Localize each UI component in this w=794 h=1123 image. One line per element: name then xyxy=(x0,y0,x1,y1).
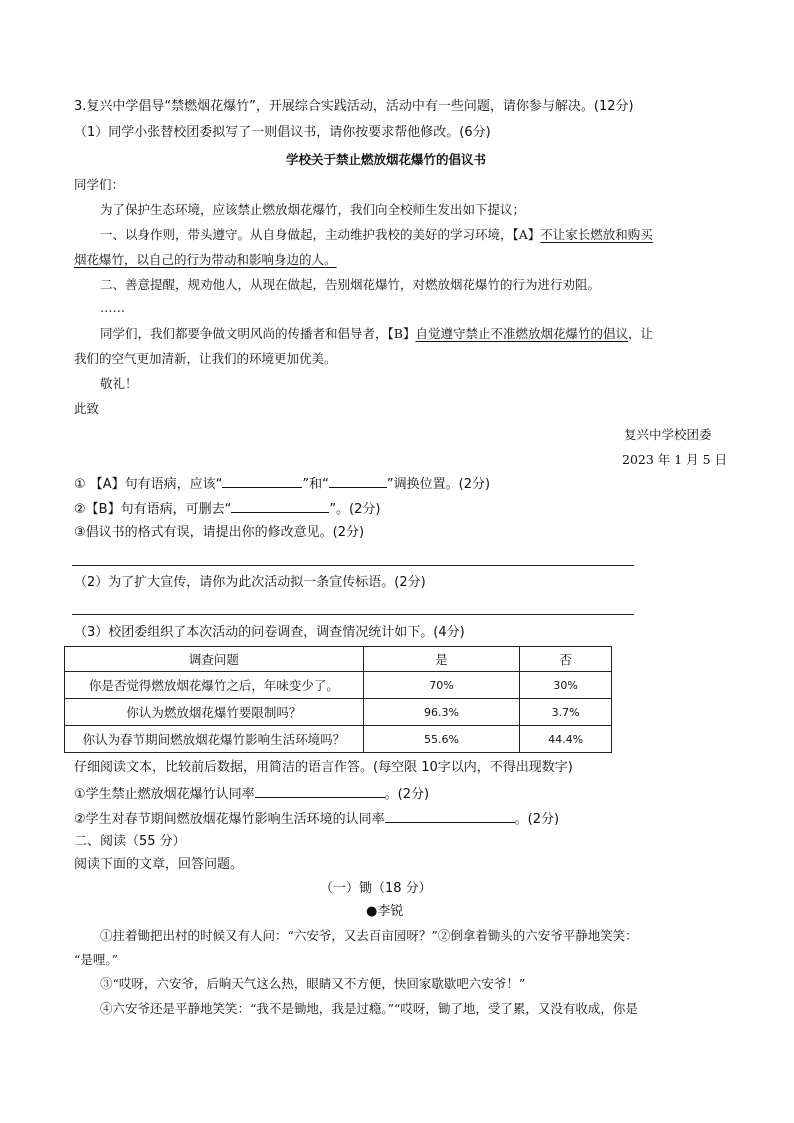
sentence-b-underlined: 自觉遵守禁止不准燃放烟花爆竹的倡议 xyxy=(415,326,628,341)
question-3-part-2: （2）为了扩大宣传，请你为此次活动拟一条宣传标语。(2分) xyxy=(74,575,426,590)
sentence-a-underlined: 不让家长燃放和购买 xyxy=(540,227,653,242)
letter-paragraph-4-tail: ，让 xyxy=(627,326,653,341)
table-cell-question: 你是否觉得燃放烟花爆竹之后，年味变少了。 xyxy=(65,672,364,699)
slogan-answer-line[interactable] xyxy=(72,614,634,615)
item-1 xyxy=(74,474,490,494)
letter-paragraph-4-continued: 我们的空气更加清新，让我们的环境更加优美。 xyxy=(74,351,337,366)
article-paragraph-1-continued: “是哩。” xyxy=(74,952,119,967)
sub-item-1-text: ①学生禁止燃放烟花爆竹认同率 xyxy=(74,787,255,802)
marker-a: 【A】 xyxy=(512,227,541,242)
table-instruction: 仔细阅读文本，比较前后数据，用简洁的语言作答。(每空限 10字以内，不得出现数字) xyxy=(74,760,573,775)
header-no: 否 xyxy=(520,647,612,672)
letter-signer: 复兴中学校团委 xyxy=(624,427,712,442)
article-paragraph-3: ④六安爷还是平静地笑笑：“我不是锄地，我是过瘾。”“哎呀，锄了地，受了累，又没有收成，你是 xyxy=(100,1001,638,1016)
item-2-text: ②【B】句有语病，可删去“ xyxy=(74,502,232,517)
article-title: （一）锄（18 分） xyxy=(320,881,432,896)
letter-paragraph-2-continued xyxy=(74,251,337,269)
letter-paragraph-2 xyxy=(100,226,653,244)
sub-item-2-blank[interactable] xyxy=(385,809,515,823)
table-row xyxy=(65,699,612,726)
letter-paragraph-2-text: 一、以身作则，带头遵守。从自身做起，主动维护我校的美好的学习环境， xyxy=(100,227,513,242)
article-paragraph-1: ①拄着锄把出村的时候又有人问：“六安爷，又去百亩园呀？”②倒拿着锄头的六安爷平静地笑笑： xyxy=(100,928,638,943)
table-cell-question: 你认为春节期间燃放烟花爆竹影响生活环境吗？ xyxy=(65,726,364,753)
table-cell-no: 3.7% xyxy=(520,699,612,726)
sub-item-1-tail: 。(2分) xyxy=(384,787,430,802)
item-1-text: ① 【A】句有语病，应该“ xyxy=(74,477,223,492)
letter-paragraph-1: 为了保护生态环境，应该禁止燃放烟花爆竹，我们向全校师生发出如下提议； xyxy=(100,202,526,217)
item-3: ③倡议书的格式有误，请提出你的修改意见。(2分) xyxy=(74,525,365,540)
article-author: ●李锐 xyxy=(366,904,404,919)
letter-paragraph-4 xyxy=(100,325,653,343)
item-2-blank[interactable] xyxy=(231,499,329,513)
sub-item-2-tail: 。(2分) xyxy=(514,812,560,827)
letter-cizhi: 此致 xyxy=(74,401,100,416)
table-cell-question: 你认为燃放烟花爆竹要限制吗？ xyxy=(65,699,364,726)
item-1-mid: ”和“ xyxy=(302,477,329,492)
table-row xyxy=(65,672,612,699)
item-2 xyxy=(74,499,380,519)
question-3-part-1: （1）同学小张替校团委拟写了一则倡议书，请你按要求帮他修改。(6分) xyxy=(74,125,491,140)
marker-b: 【B】 xyxy=(387,326,416,341)
table-cell-no: 30% xyxy=(520,672,612,699)
sub-item-2 xyxy=(74,809,559,829)
item-1-blank-2[interactable] xyxy=(329,474,387,488)
table-cell-yes: 70% xyxy=(363,672,519,699)
table-cell-yes: 55.6% xyxy=(363,726,519,753)
item-1-tail: ”调换位置。(2分) xyxy=(386,477,491,492)
header-yes: 是 xyxy=(363,647,519,672)
table-cell-yes: 96.3% xyxy=(363,699,519,726)
question-3-title: 3.复兴中学倡导“禁燃烟花爆竹”，开展综合实践活动，活动中有一些问题，请你参与解决。(12分) xyxy=(74,99,634,114)
letter-title: 学校关于禁止燃放烟花爆竹的倡议书 xyxy=(286,152,487,167)
letter-date: 2023 年 1 月 5 日 xyxy=(622,452,728,467)
sentence-a-underlined-continued: 烟花爆竹，以自己的行为带动和影响身边的人。 xyxy=(74,252,337,267)
item-1-blank-1[interactable] xyxy=(222,474,302,488)
survey-table xyxy=(64,646,612,753)
article-paragraph-2: ③“哎呀，六安爷，后晌天气这么热，眼睛又不方便，快回家歇歇吧六安爷！” xyxy=(100,976,526,991)
letter-ellipsis: …… xyxy=(100,300,125,315)
table-cell-no: 44.4% xyxy=(520,726,612,753)
letter-greeting: 同学们： xyxy=(74,177,125,192)
sub-item-1 xyxy=(74,784,429,804)
section-2-title: 二、阅读（55 分） xyxy=(74,834,186,849)
section-2-intro: 阅读下面的文章，回答问题。 xyxy=(74,857,244,872)
sub-item-2-text: ②学生对春节期间燃放烟花爆竹影响生活环境的认同率 xyxy=(74,812,385,827)
item-2-tail: ”。(2分) xyxy=(329,502,381,517)
letter-closing: 敬礼！ xyxy=(100,376,138,391)
item-3-answer-line[interactable] xyxy=(72,565,634,566)
letter-paragraph-4-text: 同学们，我们都要争做文明风尚的传播者和倡导者， xyxy=(100,326,388,341)
question-3-part-3: （3）校团委组织了本次活动的问卷调查，调查情况统计如下。(4分) xyxy=(74,625,465,640)
sub-item-1-blank[interactable] xyxy=(255,784,385,798)
letter-paragraph-3: 二、善意提醒，规劝他人，从现在做起，告别烟花爆竹，对燃放烟花爆竹的行为进行劝阻。 xyxy=(100,277,601,292)
table-header-row xyxy=(65,647,612,672)
header-question: 调查问题 xyxy=(65,647,364,672)
table-row xyxy=(65,726,612,753)
